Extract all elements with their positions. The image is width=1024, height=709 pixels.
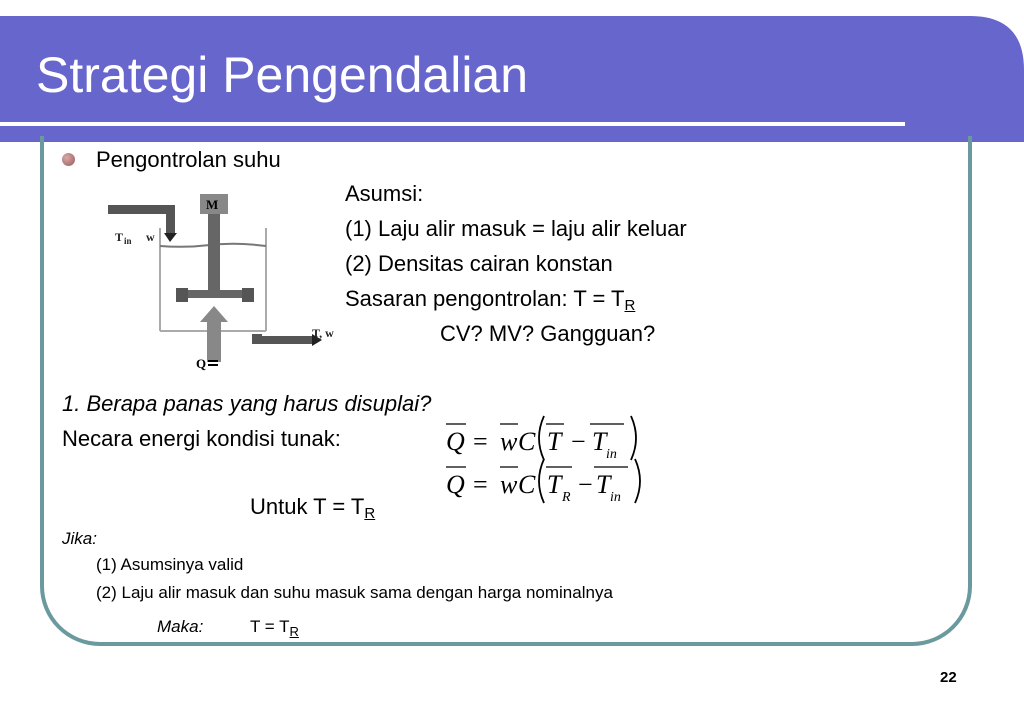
eq1-equals: = [473, 427, 488, 456]
eq1-C: C [518, 427, 536, 456]
maka-result: $T = T_R$ [250, 617, 299, 639]
eq2-w: w [500, 470, 518, 499]
eq2-Tin-sub: in [610, 490, 621, 505]
question-text: 1. Berapa panas yang harus disuplai? [62, 391, 432, 416]
heat-label: Q [196, 356, 207, 371]
eq1-Tin: T [592, 427, 607, 456]
eq2-TR: T [547, 470, 562, 499]
inlet-T-label: T [115, 230, 124, 244]
tank-diagram [100, 190, 360, 375]
eq1-Q: Q [446, 427, 465, 456]
equation-2 [438, 455, 648, 505]
eq1-minus: − [571, 427, 586, 456]
bullet-dot-icon [62, 153, 75, 166]
outlet-label: T, w [312, 326, 334, 340]
eq1-w: w [500, 427, 518, 456]
untuk-line: Untuk T = TR [250, 494, 376, 522]
maka-subscript: R [289, 624, 299, 639]
eq2-Q: Q [446, 470, 465, 499]
eq2-Tin: T [596, 470, 611, 499]
target-subscript: R [624, 297, 636, 314]
bullet-text: Pengontrolan suhu [96, 147, 281, 172]
assumption-item-1: (1) Laju alir masuk = laju alir keluar [345, 216, 687, 241]
agitator [176, 214, 254, 302]
untuk-subscript: R [364, 505, 376, 522]
slide-title: Strategi Pengendalian [36, 47, 529, 103]
assumption-heading: Asumsi: [345, 181, 424, 206]
page-number: 22 [940, 669, 957, 686]
heat-input-arrow [200, 306, 228, 362]
eq2-TR-sub: R [562, 490, 571, 505]
eq1-Tin-sub: in [606, 447, 617, 462]
eq2-C: C [518, 470, 536, 499]
jika-item-1: (1) Asumsinya valid [96, 555, 244, 574]
maka-label: Maka: [157, 617, 204, 636]
motor-label: M [206, 197, 219, 212]
cv-mv-line: CV? MV? Gangguan? [440, 321, 656, 346]
eq2-equals: = [473, 470, 488, 499]
steady-state-text: Necara energi kondisi tunak: [62, 426, 341, 451]
assumption-item-2: (2) Densitas cairan konstan [345, 251, 613, 276]
eq2-minus: − [578, 470, 593, 499]
inlet-T-sub: in [124, 236, 132, 246]
jika-label: Jika: [62, 529, 97, 548]
control-target: Sasaran pengontrolan: T = TR [345, 286, 636, 314]
eq1-T: T [547, 427, 562, 456]
inlet-w-label: w [146, 230, 155, 244]
jika-item-2: (2) Laju alir masuk dan suhu masuk sama dengan harga nominalnya [96, 583, 613, 602]
